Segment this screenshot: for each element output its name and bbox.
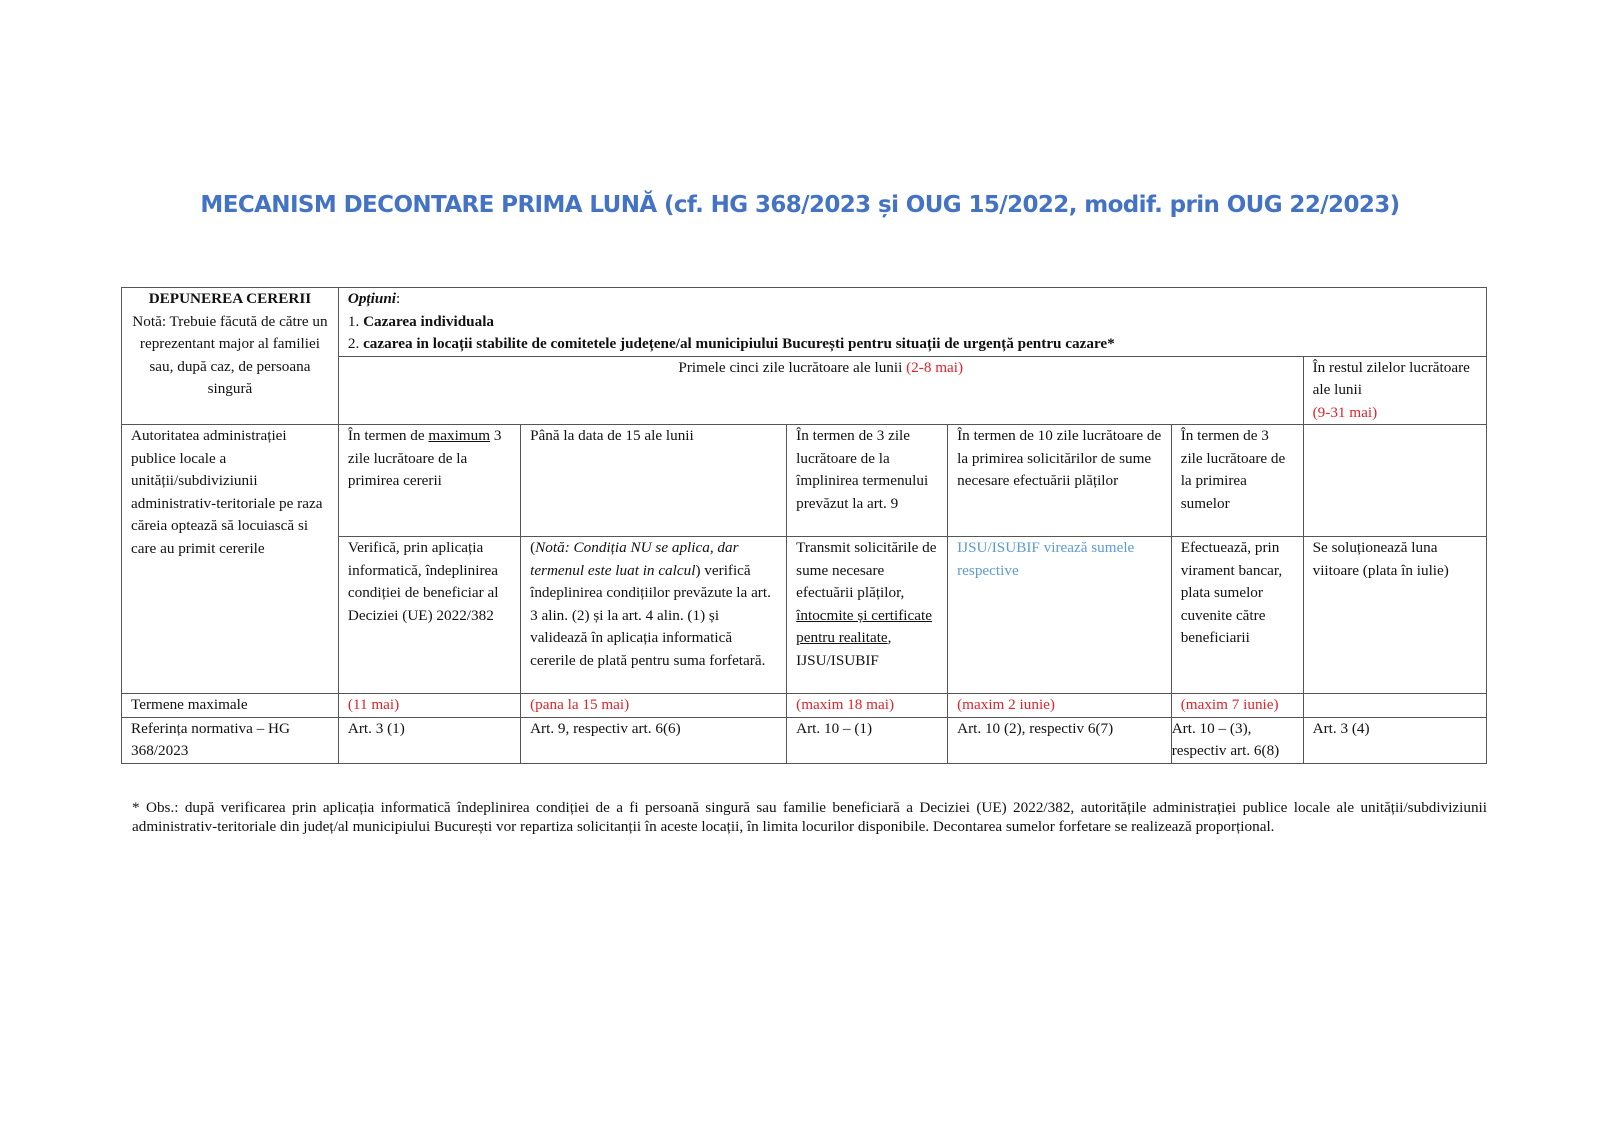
table-row-deadlines-desc: [122, 425, 1487, 537]
max-deadline-1: (11 mai): [338, 694, 520, 718]
action-2-note: Notă: Condiția NU se aplica, dar termenul este luat in calcul: [530, 539, 739, 579]
max-deadline-6: [1303, 694, 1486, 718]
reference-label: Referința normativa – HG 368/2023: [122, 717, 339, 763]
table-row-references: [122, 717, 1487, 763]
options-label: Opțiuni: [347, 290, 396, 307]
mechanism-table: [121, 287, 1487, 764]
action-3-post: , IJSU/ISUBIF: [796, 629, 892, 669]
action-6: Se soluționează luna viitoare (plata în iulie): [1303, 537, 1486, 694]
period-1-dates: (2-8 mai): [906, 358, 964, 376]
period-first-five-days: [338, 356, 1303, 425]
options-cell: [338, 288, 1486, 357]
reference-2: Art. 9, respectiv art. 6(6): [521, 717, 787, 763]
reference-6: Art. 3 (4): [1303, 717, 1486, 763]
action-5: Efectuează, prin virament bancar, plata sumelor cuvenite către beneficiarii: [1171, 537, 1303, 694]
table-row-options: [122, 288, 1487, 357]
options-colon: :: [396, 290, 401, 307]
action-2-close: ): [695, 561, 701, 579]
deadline-desc-6: [1303, 425, 1486, 537]
option-2-number: 2.: [347, 335, 364, 352]
max-deadlines-label: Termene maximale: [122, 694, 339, 718]
deadline-desc-3: În termen de 3 zile lucrătoare de la împlinirea termenului prevăzut la art. 9: [787, 425, 948, 537]
action-3-underlined: întocmite și certificate pentru realitate: [796, 606, 932, 646]
action-2-open: (: [530, 539, 536, 556]
deadline-desc-5: În termen de 3 zile lucrătoare de la primirea sumelor: [1171, 425, 1303, 537]
action-3-pre: Transmit solicitările de sume necesare efectuării plăților,: [796, 539, 937, 601]
deadline-desc-4: În termen de 10 zile lucrătoare de la primirea solicitărilor de sume necesare efectuării plăților: [948, 425, 1172, 537]
max-deadline-3: (maxim 18 mai): [787, 694, 948, 718]
action-3: [787, 537, 948, 694]
deadline-1-underlined: maximum: [428, 427, 491, 444]
submission-cell: [122, 288, 339, 425]
deadline-desc-2: Până la data de 15 ale lunii: [521, 425, 787, 537]
table-row-max-deadlines: [122, 694, 1487, 718]
document-title: MECANISM DECONTARE PRIMA LUNĂ (cf. HG 368/2023 și OUG 15/2022, modif. prin OUG 22/2023): [200, 192, 1400, 218]
period-2-dates: (9-31 mai): [1312, 403, 1378, 421]
reference-3: Art. 10 – (1): [787, 717, 948, 763]
submission-note: Notă: Trebuie făcută de către un reprezentant major al familiei sau, după caz, de persoana singură: [132, 312, 328, 397]
reference-1: Art. 3 (1): [338, 717, 520, 763]
deadline-1-post: 3 zile lucrătoare de la primirea cererii: [347, 427, 502, 489]
action-4: IJSU/ISUBIF virează sumele respective: [948, 537, 1172, 694]
action-1: Verifică, prin aplicația informatică, îndeplinirea condiției de beneficiar al Deciziei (UE) 2022/382: [338, 537, 520, 694]
action-2-rest: verifică îndeplinirea condițiilor prevăzute la art. 3 alin. (2) și la art. 4 alin. (1) și validează în aplicația informatică cererile de plată pentru suma forfetară.: [530, 561, 771, 669]
option-1-number: 1.: [347, 312, 364, 330]
authority-label: Autoritatea administrației publice locale a unității/subdiviziunii administrativ-teritoriale pe raza căreia optează să locuiască si care au primit cererile: [122, 425, 339, 694]
period-2-text: În restul zilelor lucrătoare ale lunii: [1312, 358, 1470, 398]
period-1-text: Primele cinci zile lucrătoare ale lunii: [678, 358, 907, 376]
max-deadline-4: (maxim 2 iunie): [948, 694, 1172, 718]
deadline-1-pre: În termen de: [347, 427, 429, 444]
deadline-desc-1: [338, 425, 520, 537]
reference-4: Art. 10 (2), respectiv 6(7): [948, 717, 1172, 763]
max-deadline-2: (pana la 15 mai): [521, 694, 787, 718]
reference-5: Art. 10 – (3), respectiv art. 6(8): [1171, 717, 1303, 763]
footnote: * Obs.: după verificarea prin aplicația informatică îndeplinirea condiției de a fi persoană singură sau familie beneficiară a Deciziei (UE) 2022/382, autoritățile administrației publice locale ale unității/subdiviziunii administrativ-teritoriale din județ/al municipiului București vor repartiza solicitanții în aceste locații, în limita locurilor disponibile. Decontarea sumelor forfetare se realizează proporțional.: [132, 799, 1487, 835]
option-2: cazarea in locații stabilite de comitetele județene/al municipiului București pentru situații de urgență pentru cazare*: [363, 335, 1115, 352]
option-1: Cazarea individuala: [363, 312, 495, 330]
submission-title: DEPUNEREA CERERII: [148, 290, 312, 307]
max-deadline-5: (maxim 7 iunie): [1171, 694, 1303, 718]
period-rest-of-month: [1303, 356, 1486, 425]
action-2: [521, 537, 787, 694]
